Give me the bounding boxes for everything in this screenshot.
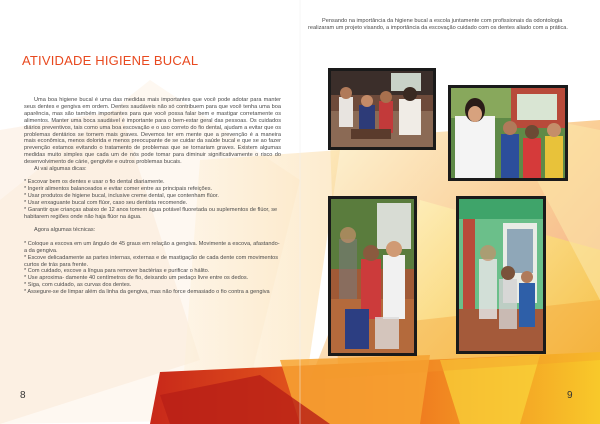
technique-item: * Siga, com cuidado, as curvas dos dentes. [24, 282, 132, 289]
left-column-text [24, 97, 281, 296]
tip-item: * Garantir que crianças abaixo de 12 anos tomem água potável fluoretada ou suplementos de flúor, se habitarem regiões onde não haja flúor na água. [24, 207, 278, 220]
page-number-right: 9 [567, 390, 573, 401]
tip-item: * Usar produtos de higiene bucal, inclusive creme dental, que contenham flúor. [24, 193, 219, 200]
photo-corridor-sinks [456, 196, 546, 354]
technique-item: * Assegure-se de limpar além da linha da gengiva, mas não force demasiado o fio contra a gengiva [24, 289, 270, 296]
technique-item: * Com cuidado, escove a língua para remover bactérias e purificar o hálito. [24, 268, 210, 275]
technique-item: * Escove delicadamente as partes internas, externas e de mastigação de cada dente com movimentos curtos de trás para frente. [24, 254, 279, 268]
tip-item: * Ingerir alimentos balanceados e evitar comer entre as principais refeições. [24, 186, 213, 193]
tip-item: * Escovar bem os dentes e usar o fio dental diariamente. [24, 179, 165, 186]
right-intro-paragraph: Pensando na importância da higiene bucal a escola juntamente com profissionais da odontologia realizaram um projeto visando, a importância da escovação cuidado com os dentes aliado com a prática. [308, 18, 568, 31]
techniques-heading: Agora algumas técnicas: [34, 227, 96, 234]
page-title: ATIVIDADE HIGIENE BUCAL [22, 53, 199, 68]
tips-heading: Ai vai algumas dicas: [34, 166, 87, 173]
right-column-text [308, 18, 574, 32]
technique-item: * Use aproxima- damente 40 centímetros de fio, deixando um pedaço livre entre os dedos. [24, 275, 249, 282]
photo-children-brushing [328, 196, 417, 356]
tip-item: * Usar enxaguante bucal com flúor, caso seu dentista recomende. [24, 200, 188, 207]
page-number-left: 8 [20, 390, 26, 401]
photo-dentist-students [448, 85, 568, 181]
technique-item: * Coloque a escova em um ângulo de 45 graus em relação a gengiva. Movimente a escova, afastando-a da gengiva. [24, 240, 280, 254]
photo-classroom-children [328, 68, 436, 150]
intro-paragraph: Uma boa higiene bucal é uma das medidas mais importantes que você pode adotar para manter seus dentes e gengiva em ordem. Dentes saudáveis não só contribuem para que você tenha uma boa aparência, mas são também importantes para que você possa falar bem e mastigar corretamente os alimentos. Manter uma boca saudável é importante para o bem-estar geral das pessoas. Os cuidados diários preventivos, tais como uma boa escovação e o uso correto do fio dental, ajudam a evitar que os problemas dentários se tornem mais graves. Devemos ter em mente que a prevenção é a maneira mais econômica, menos dolorida e menos preocupante de se cuidar da saúde bucal e que se ao fazer prevenção estamos evitando o tratamento de problemas que se tornariam graves. Existem algumas medidas muito simples que cada um de nós pode tomar para diminuir significativamente o risco do desenvolvimento de cárie, gengivite e outros problemas bucais. [24, 97, 281, 166]
